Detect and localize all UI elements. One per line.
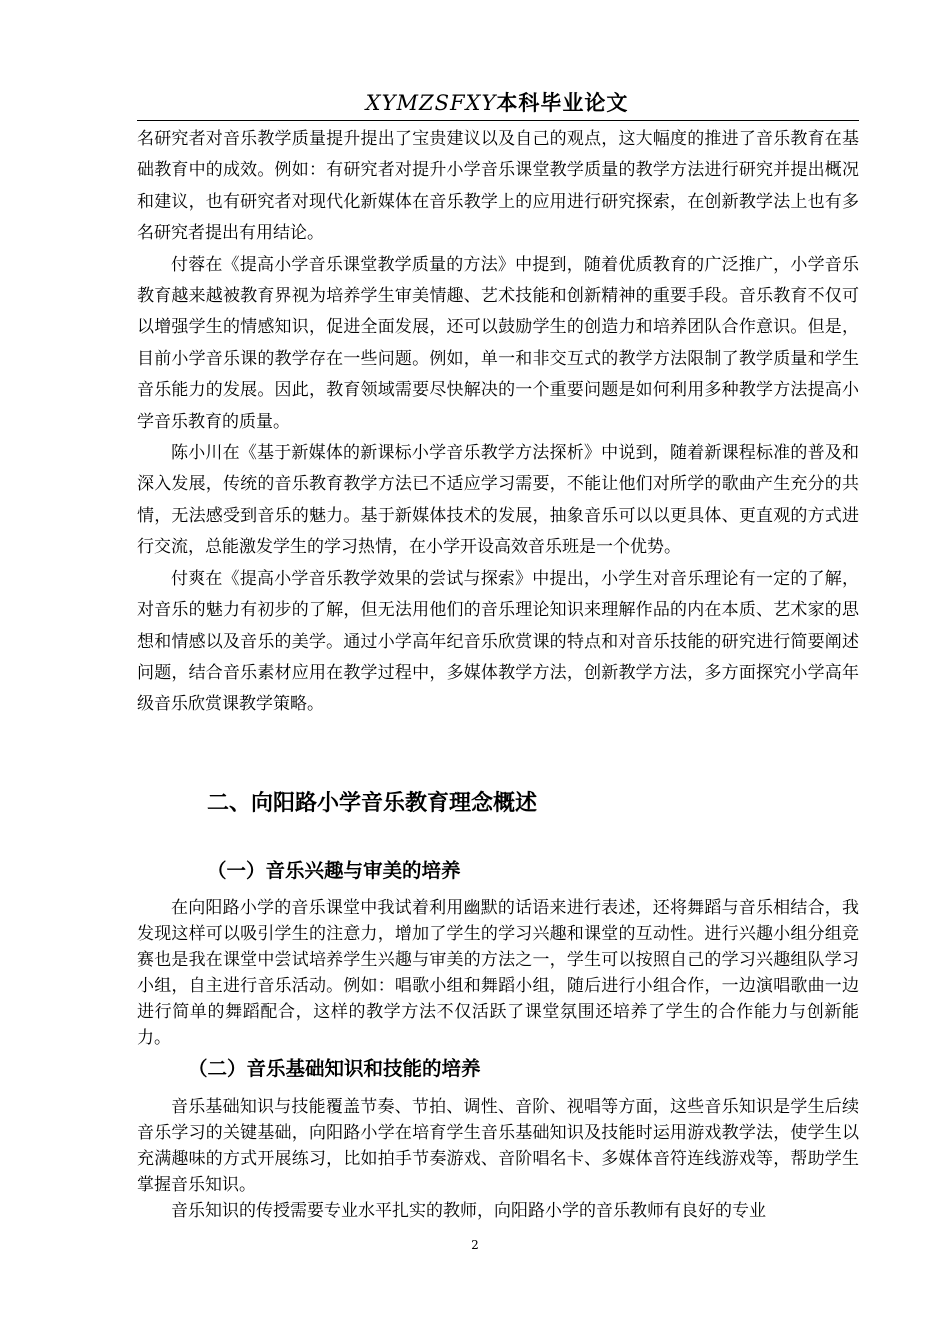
paragraph: 付爽在《提高小学音乐教学效果的尝试与探索》中提出，小学生对音乐理论有一定的了解，对音乐的魅力有初步的了解，但无法用他们的音乐理论知识来理解作品的内在本质、艺术家的思想和情感以及音乐的美学。通过小学高年纪音乐欣赏课的特点和对音乐技能的研究进行简要阐述问题，结合音乐素材应用在教学过程中，多媒体教学方法，创新教学方法，多方面探究小学高年级音乐欣赏课教学策略。 (137, 568, 859, 715)
subsection-1-body (137, 895, 859, 1051)
paragraph: 名研究者对音乐教学质量提升提出了宝贵建议以及自己的观点，这大幅度的推进了音乐教育在基础教育中的成效。例如：有研究者对提升小学音乐课堂教学质量的教学方法进行研究并提出概况和建议，也有研究者对现代化新媒体在音乐教学上的应用进行研究探索，在创新教学法上也有多名研究者提出有用结论。 (137, 129, 859, 244)
paragraph: 音乐基础知识与技能覆盖节奏、节拍、调性、音阶、视唱等方面，这些音乐知识是学生后续音乐学习的关键基础，向阳路小学在培育学生音乐基础知识及技能时运用游戏教学法，使学生以充满趣味的方式开展练习，比如拍手节奏游戏、音阶唱名卡、多媒体音符连线游戏等，帮助学生掌握音乐知识。 (137, 1097, 859, 1195)
paragraph: 在向阳路小学的音乐课堂中我试着利用幽默的话语来进行表述，还将舞蹈与音乐相结合，我发现这样可以吸引学生的注意力，增加了学生的学习兴趣和课堂的互动性。进行兴趣小组分组竞赛也是我在课堂中尝试培养学生兴趣与审美的方法之一，学生可以按照自己的学习兴趣组队学习小组，自主进行音乐活动。例如：唱歌小组和舞蹈小组，随后进行小组合作，一边演唱歌曲一边进行简单的舞蹈配合，这样的教学方法不仅活跃了课堂氛围还培养了学生的合作能力与创新能力。 (137, 898, 859, 1048)
section-heading: 二、向阳路小学音乐教育理念概述 (207, 791, 538, 816)
paragraph: 音乐知识的传授需要专业水平扎实的教师，向阳路小学的音乐教师有良好的专业 (171, 1201, 766, 1221)
subsection-2-body (137, 1094, 859, 1224)
header-cjk-text: 本科毕业论文 (496, 91, 629, 115)
subsection-heading-1: （一）音乐兴趣与审美的培养 (207, 859, 461, 882)
intro-paragraphs (137, 124, 859, 721)
page-number: 2 (471, 1238, 479, 1252)
header-divider (137, 120, 859, 121)
page-header (137, 86, 857, 120)
header-latin-text: XYMZSFXY (365, 91, 497, 115)
paragraph: 陈小川在《基于新媒体的新课标小学音乐教学方法探析》中说到，随着新课程标准的普及和深入发展，传统的音乐教育教学方法已不适应学习需要，不能让他们对所学的歌曲产生充分的共情，无法感受到音乐的魅力。基于新媒体技术的发展，抽象音乐可以以更具体、更直观的方式进行交流，总能激发学生的学习热情，在小学开设高效音乐班是一个优势。 (137, 443, 859, 558)
paragraph: 付蓉在《提高小学音乐课堂教学质量的方法》中提到，随着优质教育的广泛推广，小学音乐教育越来越被教育界视为培养学生审美情趣、艺术技能和创新精神的重要手段。音乐教育不仅可以增强学生的情感知识，促进全面发展，还可以鼓励学生的创造力和培养团队合作意识。但是，目前小学音乐课的教学存在一些问题。例如，单一和非交互式的教学方法限制了教学质量和学生音乐能力的发展。因此，教育领域需要尽快解决的一个重要问题是如何利用多种教学方法提高小学音乐教育的质量。 (137, 254, 859, 432)
subsection-heading-2: （二）音乐基础知识和技能的培养 (188, 1057, 481, 1080)
